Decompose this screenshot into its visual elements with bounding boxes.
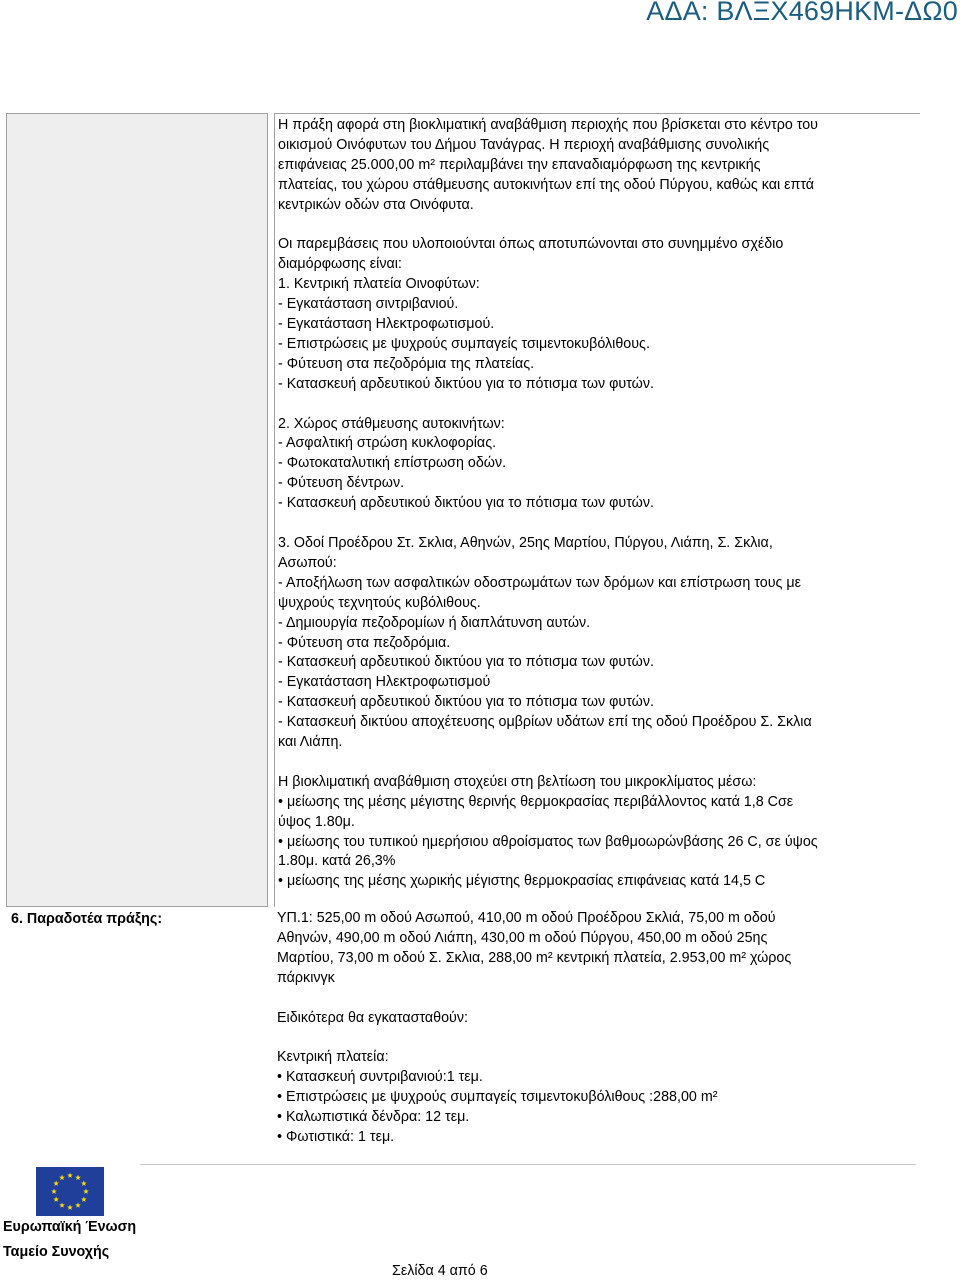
text-line: - Κατασκευή αρδευτικού δικτύου για το πότισμα των φυτών. <box>278 694 654 711</box>
text-line: 3. Οδοί Προέδρου Στ. Σκλια, Αθηνών, 25ης Μαρτίου, Πύργου, Λιάπη, Σ. Σκλια, <box>278 534 773 551</box>
text-line: Ειδικότερα θα εγκατασταθούν: <box>277 1009 468 1026</box>
text-line: - Επιστρώσεις με ψυχρούς συμπαγείς τσιμεντοκυβόλιθους. <box>278 335 650 352</box>
text-line: ΥΠ.1: 525,00 m οδού Ασωπού, 410,00 m οδού Προέδρου Σκλιά, 75,00 m οδού <box>277 910 776 926</box>
text-line: Ασωπού: <box>278 554 337 571</box>
text-line: - Αποξήλωση των ασφαλτικών οδοστρωμάτων των δρόμων και επίστρωση τους με <box>278 574 802 591</box>
text-line: - Φύτευση δέντρων. <box>278 475 405 492</box>
deliverables-cell <box>274 907 920 1159</box>
deliverables-label: 6. Παραδοτέα πράξης: <box>11 911 163 927</box>
blank-line <box>278 514 920 534</box>
text-line: • Κατασκευή συντριβανιού:1 τεμ. <box>277 1069 483 1086</box>
text-line: - Φύτευση στα πεζοδρόμια της πλατείας. <box>278 355 535 372</box>
text-line: - Κατασκευή αρδευτικού δικτύου για το πότισμα των φυτών. <box>278 375 654 392</box>
page-number: Σελίδα 4 από 6 <box>392 1263 488 1279</box>
text-line: - Εγκατάσταση Ηλεκτροφωτισμού. <box>278 316 495 333</box>
text-line: • Φωτιστικά: 1 τεμ. <box>277 1128 395 1145</box>
text-line: • μείωσης της μέσης μέγιστης θερινής θερμοκρασίας περιβάλλοντος κατά 1,8 Cσε <box>278 793 794 810</box>
text-line: Η βιοκλιματική αναβάθμιση στοχεύει στη βελτίωση του μικροκλίματος μέσω: <box>278 773 757 790</box>
text-line: Οι παρεμβάσεις που υλοποιούνται όπως αποτυπώνονται στο συνημμένο σχέδιο <box>278 236 784 253</box>
text-line: 1.80μ. κατά 26,3% <box>278 853 396 870</box>
text-line: • μείωσης της μέσης χωρικής μέγιστης θερμοκρασίας επιφάνειας κατά 14,5 C <box>278 873 766 890</box>
text-line: 2. Χώρος στάθμευσης αυτοκινήτων: <box>278 415 505 432</box>
text-line: ψυχρούς τεχνητούς κυβόλιθους. <box>278 594 481 611</box>
blank-line <box>277 989 920 1009</box>
eu-name: Ευρωπαϊκή Ένωση <box>3 1219 137 1235</box>
blank-line <box>278 216 920 236</box>
blank-line <box>278 395 920 415</box>
text-line: Η πράξη αφορά στη βιοκλιματική αναβάθμιση περιοχής που βρίσκεται στο κέντρο του <box>278 117 818 133</box>
text-line: Αθηνών, 490,00 m οδού Λιάπη, 430,00 m οδού Πύργου, 450,00 m οδού 25ης <box>277 929 768 946</box>
text-line: πλατείας, του χώρου στάθμευσης αυτοκινήτων επί της οδού Πύργου, καθώς και επτά <box>278 176 815 193</box>
blank-line <box>277 1028 920 1048</box>
text-line: - Φύτευση στα πεζοδρόμια. <box>278 634 451 651</box>
text-line: ύψος 1.80μ. <box>278 813 355 830</box>
text-line: πάρκινγκ <box>277 969 335 986</box>
text-line: - Φωτοκαταλυτική επίστρωση οδών. <box>278 455 507 472</box>
text-line: - Κατασκευή αρδευτικού δικτύου για το πότισμα των φυτών. <box>278 654 654 671</box>
text-line: • Καλωπιστικά δένδρα: 12 τεμ. <box>277 1109 470 1126</box>
text-line: - Ασφαλτική στρώση κυκλοφορίας. <box>278 435 497 452</box>
text-line: • Επιστρώσεις με ψυχρούς συμπαγείς τσιμεντοκυβόλιθους :288,00 m² <box>277 1089 718 1106</box>
text-line: επιφάνειας 25.000,00 m² περιλαμβάνει την επαναδιαμόρφωση της κεντρικής <box>278 156 761 173</box>
deliverables-text <box>277 909 920 1148</box>
text-line: και Λιάπη. <box>278 734 343 751</box>
text-line: - Κατασκευή δικτύου αποχέτευσης ομβρίων υδάτων επί της οδού Προέδρου Σ. Σκλια <box>278 714 812 731</box>
text-line: Κεντρική πλατεία: <box>277 1049 389 1066</box>
description-text <box>278 116 920 892</box>
text-line: - Δημιουργία πεζοδρομίων ή διαπλάτυνση αυτών. <box>278 614 591 631</box>
description-cell <box>274 113 920 907</box>
deliverables-label-cell <box>6 907 268 1159</box>
document-table <box>6 113 920 1159</box>
ada-code: ΑΔΑ: ΒΛΞΧ469ΗΚΜ-ΔΩ0 <box>646 0 958 26</box>
text-line: οικισμού Οινόφυτων του Δήμου Τανάγρας. Η περιοχή αναβάθμισης συνολικής <box>278 136 770 153</box>
text-line: - Εγκατάσταση Ηλεκτροφωτισμού <box>278 674 491 691</box>
text-line: 1. Κεντρική πλατεία Οινοφύτων: <box>278 276 480 293</box>
blank-line <box>278 753 920 773</box>
text-line: Μαρτίου, 73,00 m οδού Σ. Σκλια, 288,00 m² κεντρική πλατεία, 2.953,00 m² χώρος <box>277 949 792 966</box>
footer-divider <box>140 1164 916 1165</box>
text-line: διαμόρφωσης είναι: <box>278 256 402 273</box>
text-line: κεντρικών οδών στα Οινόφυτα. <box>278 196 474 213</box>
eu-flag-icon <box>36 1167 104 1216</box>
text-line: - Εγκατάσταση σιντριβανιού. <box>278 296 459 313</box>
text-line: • μείωσης του τυπικού ημερήσιου αθροίσματος των βαθμοωρώνβάσης 26 C, σε ύψος <box>278 833 818 850</box>
fund-name: Ταμείο Συνοχής <box>3 1244 110 1260</box>
text-line: - Κατασκευή αρδευτικού δικτύου για το πότισμα των φυτών. <box>278 495 654 512</box>
empty-label-cell <box>6 113 268 907</box>
